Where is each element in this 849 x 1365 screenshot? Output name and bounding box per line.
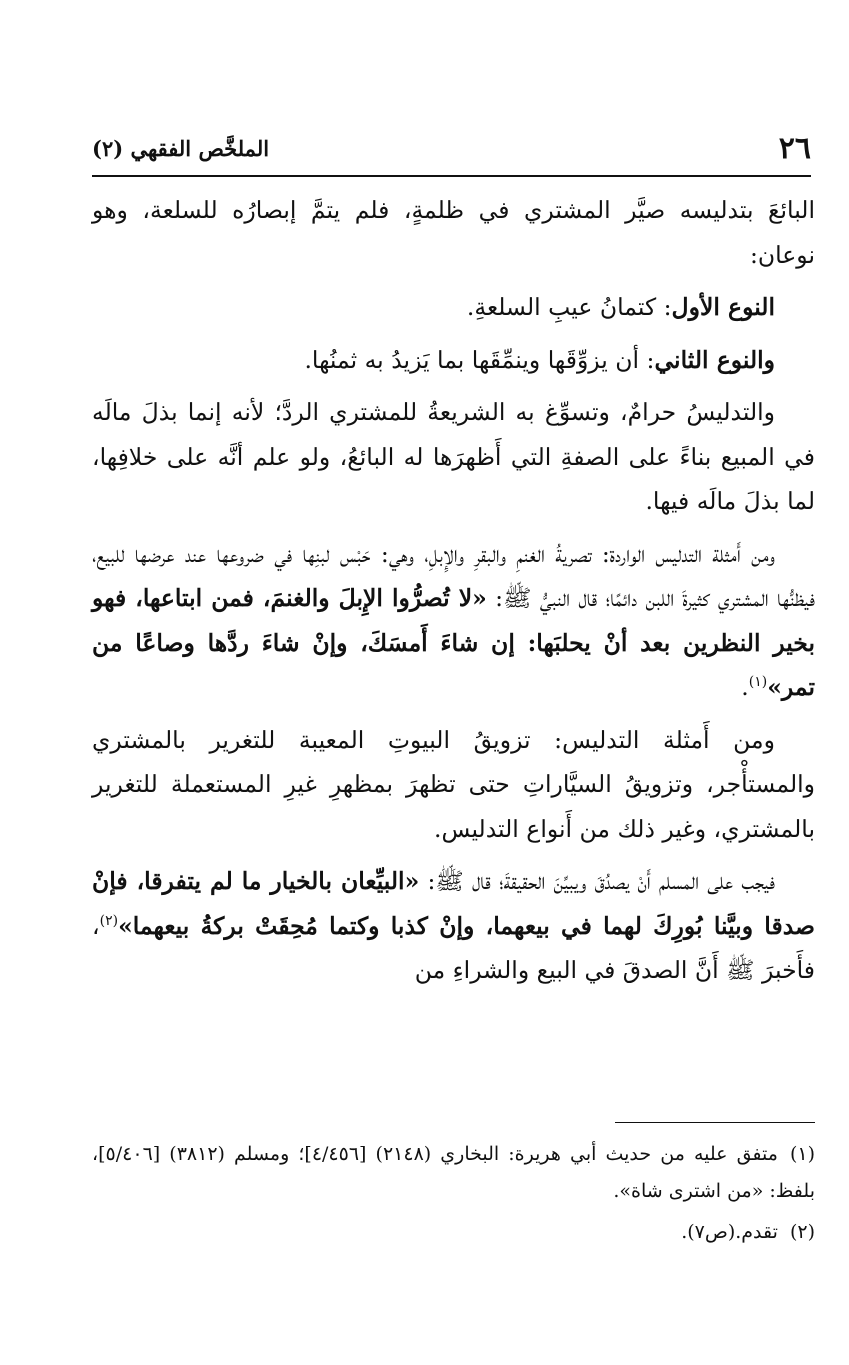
paragraph-5-text: ومن أَمثلة التدليس الواردة: تصريةُ الغنمِ والبقرِ والإِبلِ، وهي: حَبْس لبنِها في ضروعها عند عرضها للبيع، فيظنُّها المشتري كثيرةَ اللبن دائمًا؛ قال النبيُّ ﷺ: (92, 539, 815, 612)
first-type-text: : كتمانُ عيبِ السلعةِ. (466, 293, 672, 321)
paragraph-7 (92, 859, 815, 993)
paragraph-5 (92, 532, 815, 710)
footnote-2-text: تقدم.(ص٧). (681, 1221, 778, 1243)
header-rule (92, 175, 811, 177)
paragraph-5-end: . (741, 673, 749, 701)
footnotes (92, 1136, 815, 1255)
paragraph-6-text: ومن أَمثلة التدليس: تزويقُ البيوتِ المعيبة للتغرير بالمشتري والمستأْجر، وتزويقُ السيَّاراتِ حتى تظهرَ بمظهرِ غيرِ المستعملة للتغرير بالمشتري، وغير ذلك من أَنواع التدليس. (92, 725, 815, 843)
paragraph-1 (92, 188, 815, 277)
main-text (92, 188, 815, 1001)
footnote-ref-1: (١) (748, 674, 768, 691)
hadith-1: «لا تُصرُّوا الإِبلَ والغنمَ، فمن ابتاعها، فهو بخير النظرين بعد أنْ يحلبَها: إن شاءَ أَمسَكَ، وإنْ شاءَ ردَّها وصاعًا من تمر» (92, 584, 815, 701)
first-type-label: النوع الأول (671, 293, 775, 321)
paragraph-4 (92, 390, 815, 524)
paragraph-7-text: فيجب على المسلم أَنْ يصدُقَ ويبيِّنَ الحقيقةَ؛ قال ﷺ: (419, 867, 776, 895)
footnote-1-number: (١) (789, 1143, 816, 1165)
footnote-2 (92, 1214, 815, 1251)
paragraph-1-text: البائعَ بتدليسه صيَّر المشتري في ظلمةٍ، فلم يتمَّ إبصارُه للسلعة، وهو نوعان: (92, 196, 815, 269)
footnote-ref-2: (٢) (99, 912, 119, 929)
footnote-1-text: متفق عليه من حديث أبي هريرة: البخاري (٢١٤٨) [٤/٤٥٦]؛ ومسلم (٣٨١٢) [٥/٤٠٦]، بلفظ: «من اشترى شاة». (92, 1143, 815, 1202)
footnote-1 (92, 1136, 815, 1210)
paragraph-6 (92, 718, 815, 852)
page-number: ٢٦ (778, 130, 811, 166)
second-type-label: والنوع الثاني (654, 345, 775, 374)
paragraph-4-text: والتدليسُ حرامٌ، وتسوِّغ به الشريعةُ للمشتري الردَّ؛ لأنه إنما بذلَ مالَه في المبيع بناءً على الصفةِ التي أَظهرَها له البائعُ، ولو علم أنَّه على خلافِها، لما بذلَ مالَه فيها. (92, 398, 815, 515)
hadith-2: «البيِّعان بالخيار ما لم يتفرقا، فإنْ صدقا وبيَّنا بُورِكَ لهما في بيعهما، وإنْ كذبا وكتما مُحِقَتْ بركةُ بيعهما» (92, 867, 815, 940)
paragraph-2 (92, 285, 815, 330)
second-type-text: : أن يزوِّقَها وينمِّقَها بما يَزيدُ به ثمنُها. (304, 345, 655, 374)
running-title: الملخَّص الفقهي (٢) (92, 135, 270, 161)
paragraph-3 (92, 338, 815, 383)
footnote-2-number: (٢) (789, 1221, 815, 1243)
paragraph-7-end: ، فأَخبرَ ﷺ أَنَّ الصدقَ في البيع والشراءِ من (92, 911, 815, 984)
footnote-rule (615, 1122, 815, 1123)
page-header (92, 128, 811, 168)
